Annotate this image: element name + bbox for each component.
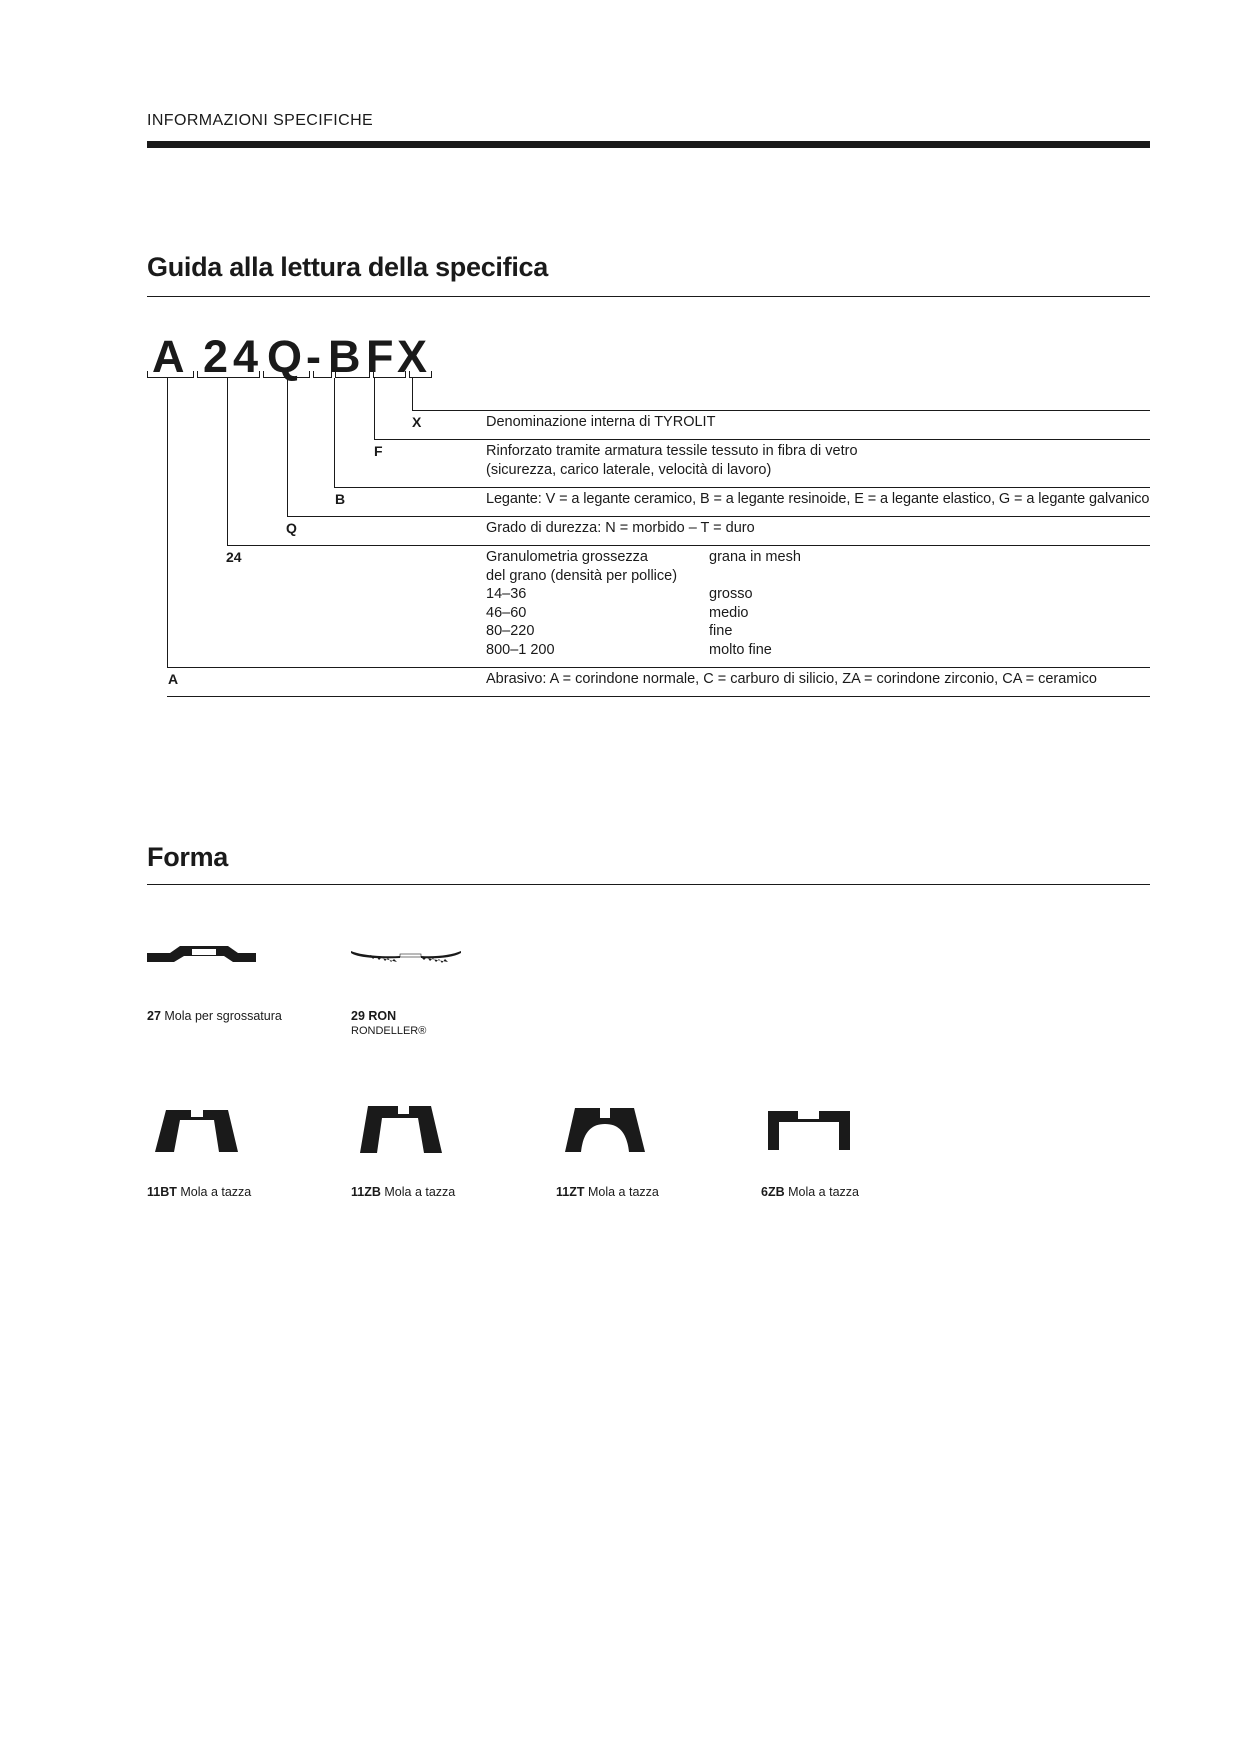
shape-code: 6ZB	[761, 1185, 785, 1199]
shape-label: Mola per sgrossatura	[164, 1009, 282, 1023]
shape-label: Mola a tazza	[587, 1185, 659, 1199]
code-letter-q: Q	[267, 331, 303, 382]
mesh-header: grana in mesh	[709, 549, 801, 565]
shape-caption-6zb	[761, 1185, 859, 1200]
code-letter-x: X	[397, 331, 428, 382]
row-desc-f	[486, 442, 858, 479]
row-desc-f-line: (sicurezza, carico laterale, velocità di lavoro)	[486, 461, 772, 478]
shape-code: 27	[147, 1009, 161, 1023]
mesh-value: molto fine	[709, 641, 772, 658]
grain-range: 46–60	[486, 604, 527, 621]
shape-code: 11ZT	[556, 1185, 585, 1199]
shape-caption-11zt	[556, 1185, 659, 1200]
mesh-value: medio	[709, 604, 749, 621]
shape-caption-29-ron	[351, 1009, 426, 1039]
grain-header-line: del grano (densità per pollice)	[486, 567, 678, 584]
grain-range: 80–220	[486, 623, 535, 639]
row-desc-q: Grado di durezza: N = morbido – T = duro	[486, 520, 755, 536]
mesh-value: grosso	[709, 586, 753, 602]
guide-title: Guida alla lettura della specifica	[147, 252, 548, 282]
shape-code: 29 RON	[351, 1009, 397, 1023]
grain-size-column	[486, 548, 706, 659]
row-key-a: A	[168, 671, 179, 687]
code-letter-a: A	[152, 331, 185, 382]
grain-header-line: Granulometria grossezza	[486, 549, 648, 565]
row-key-b: B	[335, 491, 346, 507]
shape-label: Mola a tazza	[384, 1185, 456, 1199]
grain-range: 800–1 200	[486, 641, 555, 658]
shape-sub: RONDELLER®	[351, 1025, 427, 1037]
row-key-q: Q	[286, 520, 297, 536]
mesh-spacer	[709, 567, 909, 586]
forma-title-rule	[147, 884, 1150, 885]
shape-caption-27	[147, 1009, 282, 1024]
shape-caption-11zb	[351, 1185, 455, 1200]
shape-label: Mola a tazza	[788, 1185, 859, 1199]
code-letter-2: 2	[203, 331, 229, 382]
grain-mesh-column	[709, 548, 909, 659]
code-letter-b: B	[328, 331, 361, 382]
shape-caption-11bt	[147, 1185, 251, 1200]
code-letter-4: 4	[233, 331, 259, 382]
forma-title: Forma	[147, 842, 229, 872]
row-desc-f-line: Rinforzato tramite armatura tessile tessuto in fibra di vetro	[486, 443, 858, 459]
row-desc-x: Denominazione interna di TYROLIT	[486, 414, 716, 430]
shape-code: 11ZB	[351, 1185, 381, 1199]
row-desc-b: Legante: V = a legante ceramico, B = a legante resinoide, E = a legante elastico, G = a legante galvanico	[486, 491, 1150, 507]
code-letter-f: F	[366, 331, 394, 382]
code-letter-dash: -	[306, 331, 321, 382]
row-key-24: 24	[226, 549, 242, 565]
shape-label: Mola a tazza	[180, 1185, 252, 1199]
shape-code: 11BT	[147, 1185, 177, 1199]
row-key-x: X	[412, 414, 422, 430]
grain-range: 14–36	[486, 586, 527, 602]
row-key-f: F	[374, 443, 383, 459]
section-label: INFORMAZIONI SPECIFICHE	[147, 112, 374, 129]
mesh-value: fine	[709, 623, 733, 639]
row-desc-a: Abrasivo: A = corindone normale, C = carburo di silicio, ZA = corindone zirconio, CA = ceramico	[486, 671, 1097, 687]
